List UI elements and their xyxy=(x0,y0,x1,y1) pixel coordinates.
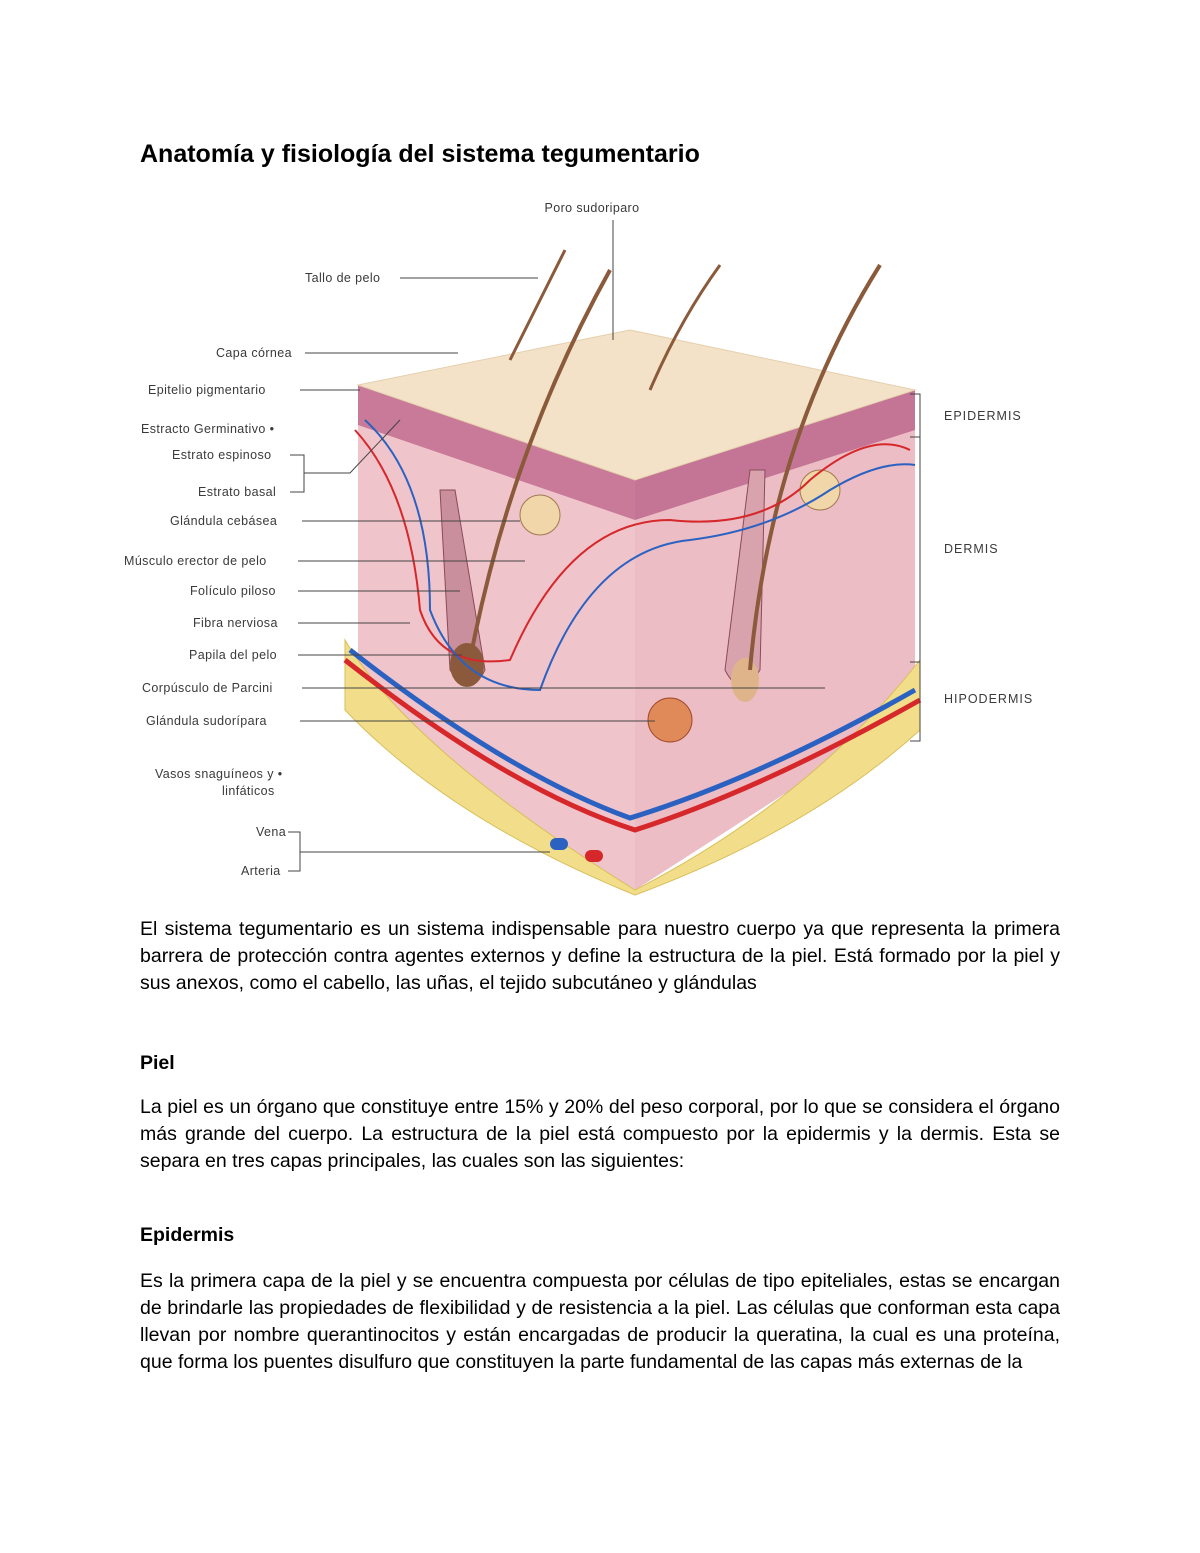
label-erector: Músculo erector de pelo xyxy=(124,554,267,568)
sebaceous-gland-1 xyxy=(520,495,560,535)
hair-papilla-right xyxy=(731,658,759,702)
label-capa-cornea: Capa córnea xyxy=(216,346,292,360)
heading-epidermis: Epidermis xyxy=(140,1224,235,1246)
label-epitelio: Epitelio pigmentario xyxy=(148,383,266,397)
skin-anatomy-diagram xyxy=(110,190,1070,910)
intro-paragraph: El sistema tegumentario es un sistema indispensable para nuestro cuerpo ya que representa la primera barrera de protección contra agentes externos y define la estructura de la piel. Está formado por la piel y sus anexos, como el cabello, las uñas, el tejido subcutáneo y glándulas xyxy=(140,918,1060,994)
label-papila: Papila del pelo xyxy=(189,648,278,662)
heading-piel: Piel xyxy=(140,1052,175,1074)
vein-tube xyxy=(550,838,568,850)
piel-paragraph: La piel es un órgano que constituye entre 15% y 20% del peso corporal, por lo que se considera el órgano más grande del cuerpo. La estructura de la piel está compuesto por la epidermis y la dermis. Esta se separa en tres capas principales, las cuales son las siguientes: xyxy=(140,1096,1060,1172)
label-epidermis: EPIDERMIS xyxy=(944,409,1022,423)
label-vena: Vena xyxy=(256,825,287,839)
epidermis-paragraph: Es la primera capa de la piel y se encuentra compuesta por células de tipo epiteliales, estas se encargan de brindarle las propiedades de flexibilidad y de resistencia a la piel. Las células que conforman esta capa llevan por nombre querantinocitos y están encargadas de producir la queratina, la cual es una proteína, que forma los puentes disulfuro que constituyen la parte fundamental de las capas más externas de la xyxy=(140,1270,1060,1373)
label-arteria: Arteria xyxy=(241,864,281,878)
page-title: Anatomía y fisiología del sistema tegumentario xyxy=(140,140,700,168)
hair-shaft-1 xyxy=(510,250,565,360)
label-parcini: Corpúsculo de Parcini xyxy=(142,681,273,695)
label-foliculo: Folículo piloso xyxy=(190,584,276,598)
label-dermis: DERMIS xyxy=(944,542,999,556)
artery-tube xyxy=(585,850,603,862)
label-cebacea: Glándula cebásea xyxy=(170,514,278,528)
label-vasos-2: linfáticos xyxy=(222,784,275,798)
label-poro: Poro sudoriparo xyxy=(544,201,640,215)
label-espinoso: Estrato espinoso xyxy=(172,448,272,462)
label-germinativo: Estracto Germinativo • xyxy=(141,422,275,436)
label-hipodermis: HIPODERMIS xyxy=(944,692,1034,706)
label-basal: Estrato basal xyxy=(198,485,277,499)
label-sudoripara: Glándula sudorípara xyxy=(146,714,267,728)
sweat-gland xyxy=(648,698,692,742)
label-fibra: Fibra nerviosa xyxy=(193,616,278,630)
label-tallo: Tallo de pelo xyxy=(305,271,381,285)
label-vasos-1: Vasos snaguíneos y • xyxy=(155,767,283,781)
